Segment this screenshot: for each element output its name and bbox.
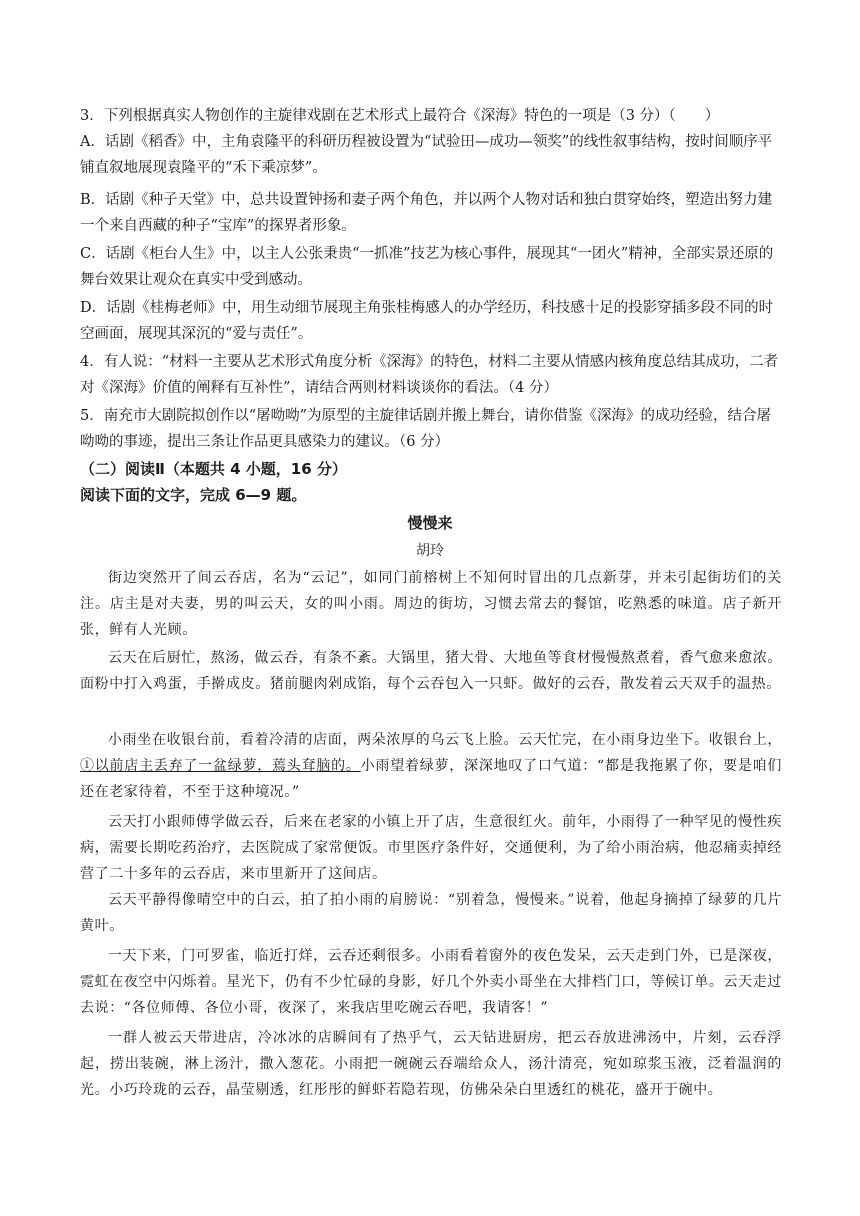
story-paragraph-4: 云天打小跟师傅学做云吞，后来在老家的小镇上开了店，生意很红火。前年，小雨得了一种罕见的慢性疾病，需要长期吃药治疗，去医院成了家常便饭。市里医疗条件好，交通便利，为了给小雨治病，他忍痛卖掉经营了二十多年的云吞店，来市里新开了这间店。 xyxy=(80,814,782,882)
story-paragraph-1: 街边突然开了间云吞店，名为“云记”，如同门前榕树上不知何时冒出的几点新芽，并未引起街坊们的关注。店主是对夫妻，男的叫云天，女的叫小雨。周边的街坊，习惯去常去的餐馆，吃熟悉的味道。店子新开张，鲜有人光顾。 xyxy=(80,570,782,638)
story-paragraph-7: 一群人被云天带进店，冷冰冰的店瞬间有了热乎气，云天钻进厨房，把云吞放进沸汤中，片刻，云吞浮起，捞出装碗，淋上汤汁，撒入葱花。小雨把一碗碗云吞端给众人，汤汁清亮，宛如琼浆玉液，泛着温润的光。小巧玲珑的云吞，晶莹剔透，红彤彤的鲜虾若隐若现，仿佛朵朵白里透红的桃花，盛开于碗中。 xyxy=(80,1030,782,1098)
section-instruction: 阅读下面的文字，完成 6—9 题。 xyxy=(80,486,307,504)
question-3-stem: 3．下列根据真实人物创作的主旋律戏剧在艺术形式上最符合《深海》特色的一项是（3 分）（ ） xyxy=(80,108,720,124)
story-paragraph-3 xyxy=(80,727,782,805)
story-paragraph-6: 一天下来，门可罗雀，临近打烊，云吞还剩很多。小雨看着窗外的夜色发呆，云天走到门外，已是深夜，霓虹在夜空中闪烁着。星光下，仍有不少忙碌的身影，好几个外卖小哥坐在大排档门口，等候订单。云天走过去说：“各位师傅、各位小哥，夜深了，来我店里吃碗云吞吧，我请客！” xyxy=(80,948,782,1016)
question-4: 4．有人说：“材料一主要从艺术形式角度分析《深海》的特色，材料二主要从情感内核角度总结其成功，二者对《深海》价值的阐释有互补性”，请结合两则材料谈谈你的看法。（4 分） xyxy=(80,354,779,396)
question-3-option-d: D．话剧《桂梅老师》中，用生动细节展现主角张桂梅感人的办学经历，科技感十足的投影穿插多段不同的时空画面，展现其深沉的“爱与责任”。 xyxy=(80,300,774,342)
story-paragraph-3-part-a: 小雨坐在收银台前，看着冷清的店面，两朵浓厚的乌云飞上脸。云天忙完，在小雨身边坐下。收银台上， xyxy=(108,732,782,748)
story-paragraph-5: 云天平静得像晴空中的白云，拍了拍小雨的肩膀说：“别着急，慢慢来。”说着，他起身摘掉了绿萝的几片黄叶。 xyxy=(80,892,782,934)
question-5: 5．南充市大剧院拟创作以“屠呦呦”为原型的主旋律话剧并搬上舞台，请你借鉴《深海》的成功经验，结合屠呦呦的事迹，提出三条让作品更具感染力的建议。（6 分） xyxy=(80,408,772,450)
story-author: 胡玲 xyxy=(416,543,444,559)
question-3-option-c: C．话剧《柜台人生》中，以主人公张秉贵“一抓准”技艺为核心事件，展现其“一团火”精神，全部实景还原的舞台效果让观众在真实中受到感动。 xyxy=(80,246,774,288)
story-paragraph-3-part-b: 小雨望着绿萝，深深地叹了口气道：“都是我拖累了你，要是咱们还在老家待着，不至于这种境况。” xyxy=(80,758,782,800)
story-title: 慢慢来 xyxy=(407,514,453,532)
question-3-option-a: A．话剧《稻香》中，主角袁隆平的科研历程被设置为“试验田—成功—领奖”的线性叙事结构，按时间顺序平铺直叙地展现袁隆平的“禾下乘凉梦”。 xyxy=(80,134,773,176)
story-paragraph-2: 云天在后厨忙，熬汤，做云吞，有条不紊。大锅里，猪大骨、大地鱼等食材慢慢熬煮着，香气愈来愈浓。面粉中打入鸡蛋，手擀成皮。猪前腿肉剁成馅，每个云吞包入一只虾。做好的云吞，散发着云天双手的温热。 xyxy=(80,650,782,692)
underlined-sentence-1: ①以前店主丢弃了一盆绿萝，蔫头耷脑的。 xyxy=(80,758,361,774)
section-heading: （二）阅读Ⅱ（本题共 4 小题，16 分） xyxy=(80,460,347,478)
question-3-option-b: B．话剧《种子天堂》中，总共设置钟扬和妻子两个角色，并以两个人物对话和独白贯穿始终，塑造出努力建一个来自西藏的种子“宝库”的探界者形象。 xyxy=(80,192,773,234)
